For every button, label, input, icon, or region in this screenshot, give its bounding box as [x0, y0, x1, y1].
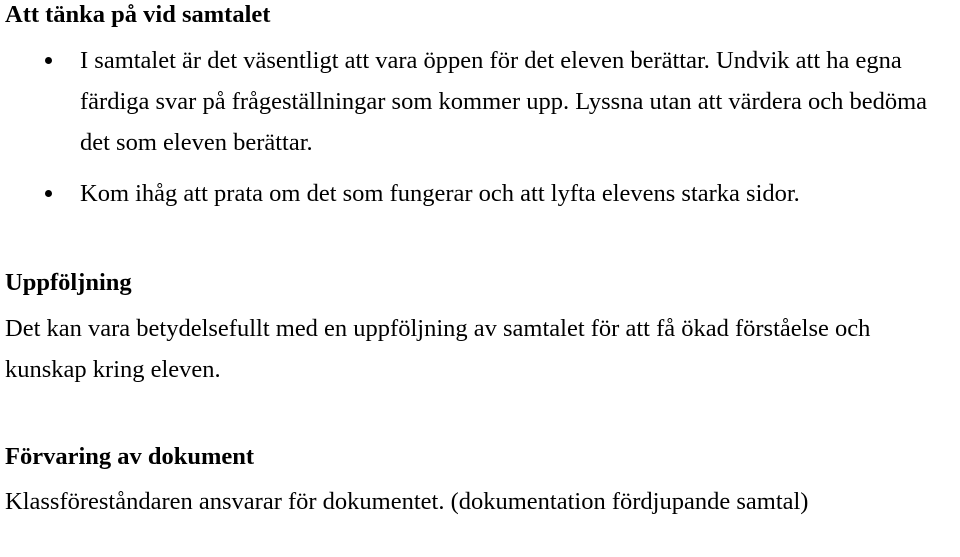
section-paragraph-uppfoljning: Det kan vara betydelsefullt med en uppföljning av samtalet för att få ökad förståelse och kunskap kring eleven. [5, 315, 871, 383]
section-heading-forvaring: Förvaring av dokument [5, 443, 255, 470]
bullet-item [0, 173, 960, 214]
bullet-item [0, 40, 960, 163]
bullet-icon [45, 57, 52, 64]
bullet-icon [45, 190, 52, 197]
bullet-list [0, 40, 960, 214]
section-heading-uppfoljning: Uppföljning [5, 269, 132, 296]
bullet-text: I samtalet är det väsentligt att vara öppen för det eleven berättar. Undvik att ha egna färdiga svar på frågeställningar som kommer upp. Lyssna utan att värdera och bedöma det som eleven berättar. [80, 47, 928, 156]
section-paragraph-forvaring: Klassföreståndaren ansvarar för dokumentet. (dokumentation fördjupande samtal) [5, 488, 809, 515]
section-heading-samtalet: Att tänka på vid samtalet [5, 1, 271, 28]
bullet-text: Kom ihåg att prata om det som fungerar och att lyfta elevens starka sidor. [80, 180, 800, 207]
